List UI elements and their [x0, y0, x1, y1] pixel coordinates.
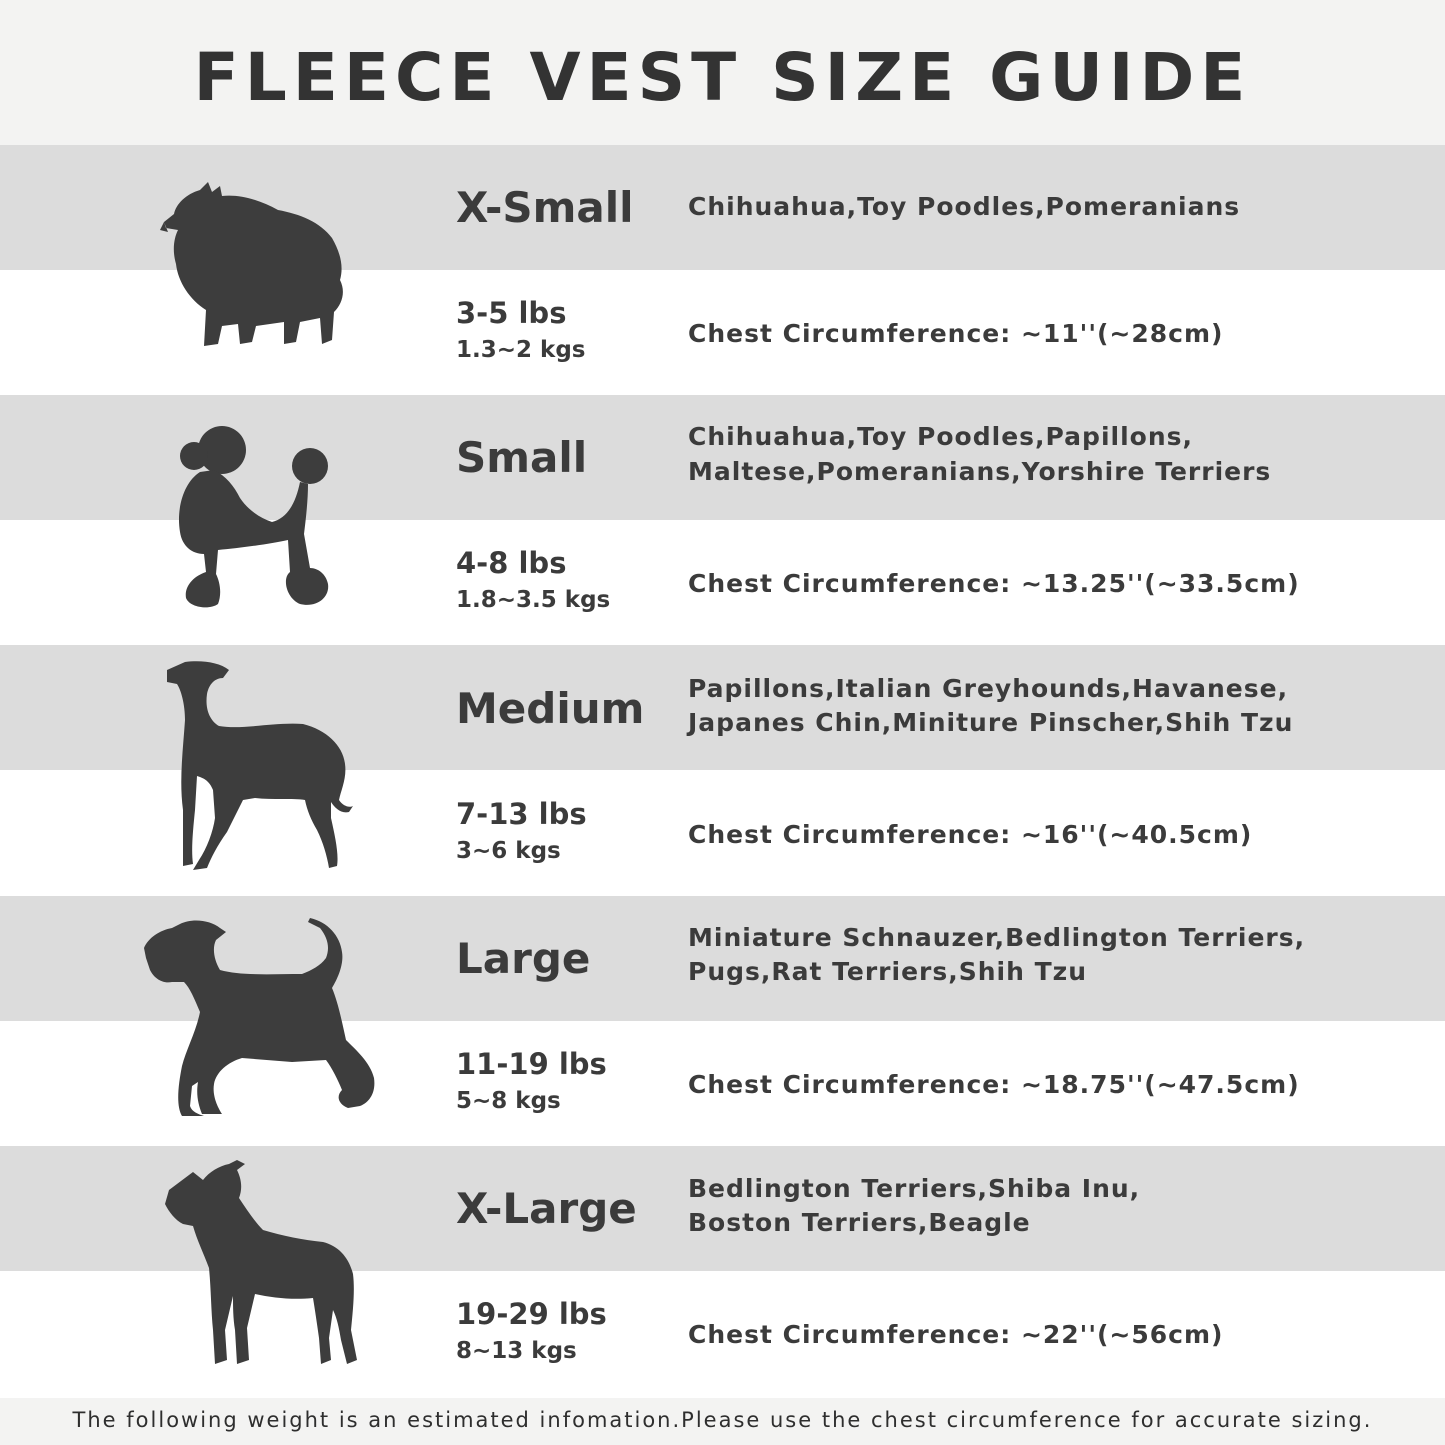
breeds-xlarge-line1: Bedlington Terriers,Shiba Inu, [688, 1174, 1141, 1203]
size-name-xsmall: X-Small [456, 183, 634, 232]
page-title: FLEECE VEST SIZE GUIDE [193, 39, 1252, 116]
greyhound-silhouette-icon [163, 660, 353, 875]
chest-xlarge: Chest Circumference: ~22''(~56cm) [688, 1320, 1224, 1349]
weight-kgs-large: 5~8 kgs [456, 1088, 561, 1114]
breeds-large-line2: Pugs,Rat Terriers,Shih Tzu [688, 957, 1088, 986]
chest-medium: Chest Circumference: ~16''(~40.5cm) [688, 820, 1253, 849]
chest-large: Chest Circumference: ~18.75''(~47.5cm) [688, 1070, 1300, 1099]
poodle-silhouette-icon [170, 422, 340, 612]
weight-kgs-xlarge: 8~13 kgs [456, 1338, 577, 1364]
weight-lbs-xlarge: 19-29 lbs [456, 1297, 607, 1331]
footnote: The following weight is an estimated infomation.Please use the chest circumference for accurate sizing. [72, 1408, 1373, 1432]
weight-kgs-xsmall: 1.3~2 kgs [456, 337, 586, 363]
size-name-large: Large [456, 934, 591, 983]
pomeranian-silhouette-icon [160, 182, 350, 354]
chest-xsmall: Chest Circumference: ~11''(~28cm) [688, 319, 1224, 348]
breeds-small-line2: Maltese,Pomeranians,Yorshire Terriers [688, 457, 1272, 486]
breeds-xsmall-line1: Chihuahua,Toy Poodles,Pomeranians [688, 192, 1241, 221]
breeds-large-line1: Miniature Schnauzer,Bedlington Terriers, [688, 923, 1306, 952]
weight-lbs-small: 4-8 lbs [456, 546, 567, 580]
breeds-medium-line2: Japanes Chin,Miniture Pinscher,Shih Tzu [688, 708, 1294, 737]
weight-lbs-large: 11-19 lbs [456, 1047, 607, 1081]
weight-lbs-medium: 7-13 lbs [456, 797, 587, 831]
weight-kgs-small: 1.8~3.5 kgs [456, 587, 611, 613]
breeds-small-line1: Chihuahua,Toy Poodles,Papillons, [688, 422, 1193, 451]
size-name-small: Small [456, 433, 588, 482]
size-name-xlarge: X-Large [456, 1184, 637, 1233]
chest-small: Chest Circumference: ~13.25''(~33.5cm) [688, 569, 1300, 598]
boston-terrier-silhouette-icon [163, 1160, 363, 1372]
weight-kgs-medium: 3~6 kgs [456, 838, 561, 864]
breeds-medium-line1: Papillons,Italian Greyhounds,Havanese, [688, 674, 1289, 703]
weight-lbs-xsmall: 3-5 lbs [456, 296, 567, 330]
breeds-xlarge-line2: Boston Terriers,Beagle [688, 1208, 1031, 1237]
schnauzer-silhouette-icon [142, 918, 377, 1118]
size-name-medium: Medium [456, 684, 645, 733]
